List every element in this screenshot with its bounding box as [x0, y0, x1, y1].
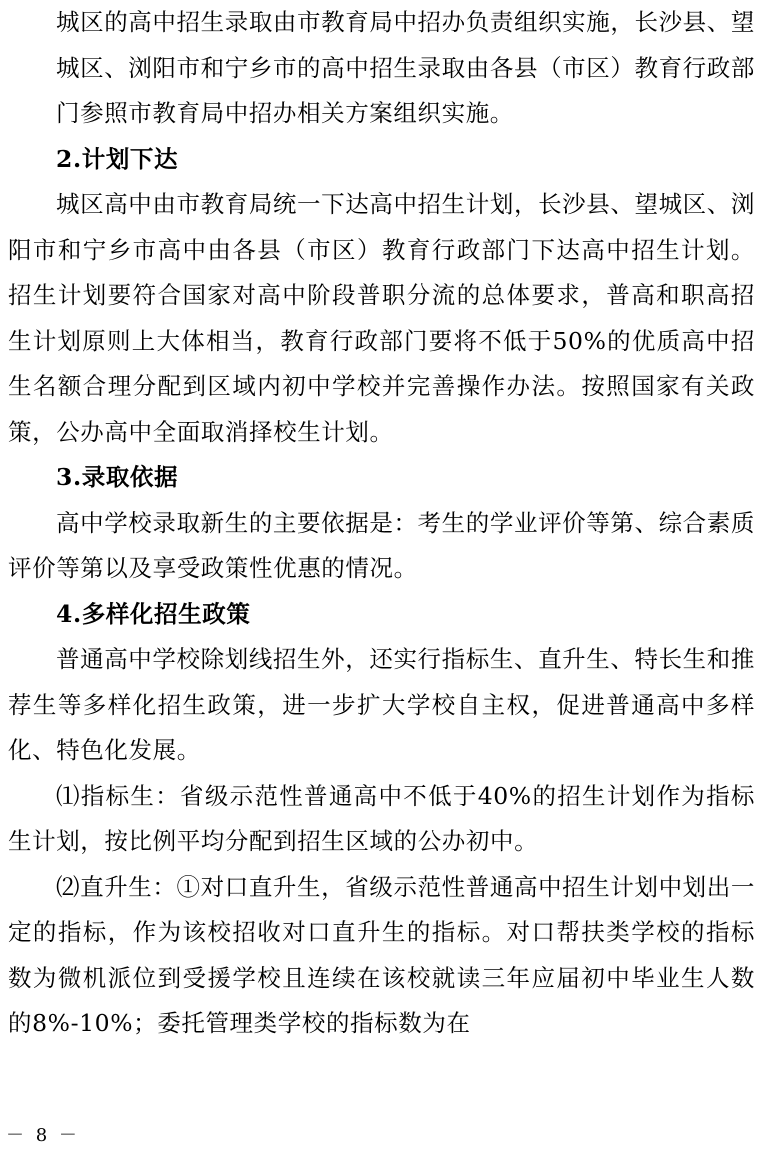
paragraph-plan: 城区高中由市教育局统一下达高中招生计划，长沙县、望城区、浏阳市和宁乡市高中由各县（市区）教育行政部门下达高中招生计划。招生计划要符合国家对高中阶段普职分流的总体要求，普高和职高招生计划原则上大体相当，教育行政部门要将不低于50%的优质高中招生名额合理分配到区域内初中学校并完善操作办法。按照国家有关政策，公办高中全面取消择校生计划。 — [8, 190, 755, 446]
paragraph-diverse: 普通高中学校除划线招生外，还实行指标生、直升生、特长生和推荐生等多样化招生政策，进一步扩大学校自主权，促进普通高中多样化、特色化发展。 — [8, 645, 755, 764]
page-number: － 8 － — [6, 1125, 80, 1146]
section-heading-plan: 2.计划下达 — [56, 144, 179, 173]
section-heading-basis: 3.录取依据 — [56, 463, 179, 491]
document-body — [8, 0, 755, 1047]
paragraph-direct-students: ⑵直升生：①对口直升生，省级示范性普通高中招生计划中划出一定的指标，作为该校招收对口直升生的指标。对口帮扶类学校的指标数为微机派位到受援学校且连续在该校就读三年应届初中毕业生人数的8%-10%；委托管理类学校的指标数为在 — [8, 872, 755, 1037]
paragraph-basis: 高中学校录取新生的主要依据是：考生的学业评价等第、综合素质评价等第以及享受政策性优惠的情况。 — [8, 508, 755, 582]
paragraph-intro: 城区的高中招生录取由市教育局中招办负责组织实施，长沙县、望城区、浏阳市和宁乡市的高中招生录取由各县（市区）教育行政部门参照市教育局中招办相关方案组织实施。 — [56, 8, 755, 127]
section-heading-diverse: 4.多样化招生政策 — [56, 599, 251, 628]
paragraph-quota-students: ⑴指标生：省级示范性普通高中不低于40%的招生计划作为指标生计划，按比例平均分配到招生区域的公办初中。 — [8, 781, 755, 855]
